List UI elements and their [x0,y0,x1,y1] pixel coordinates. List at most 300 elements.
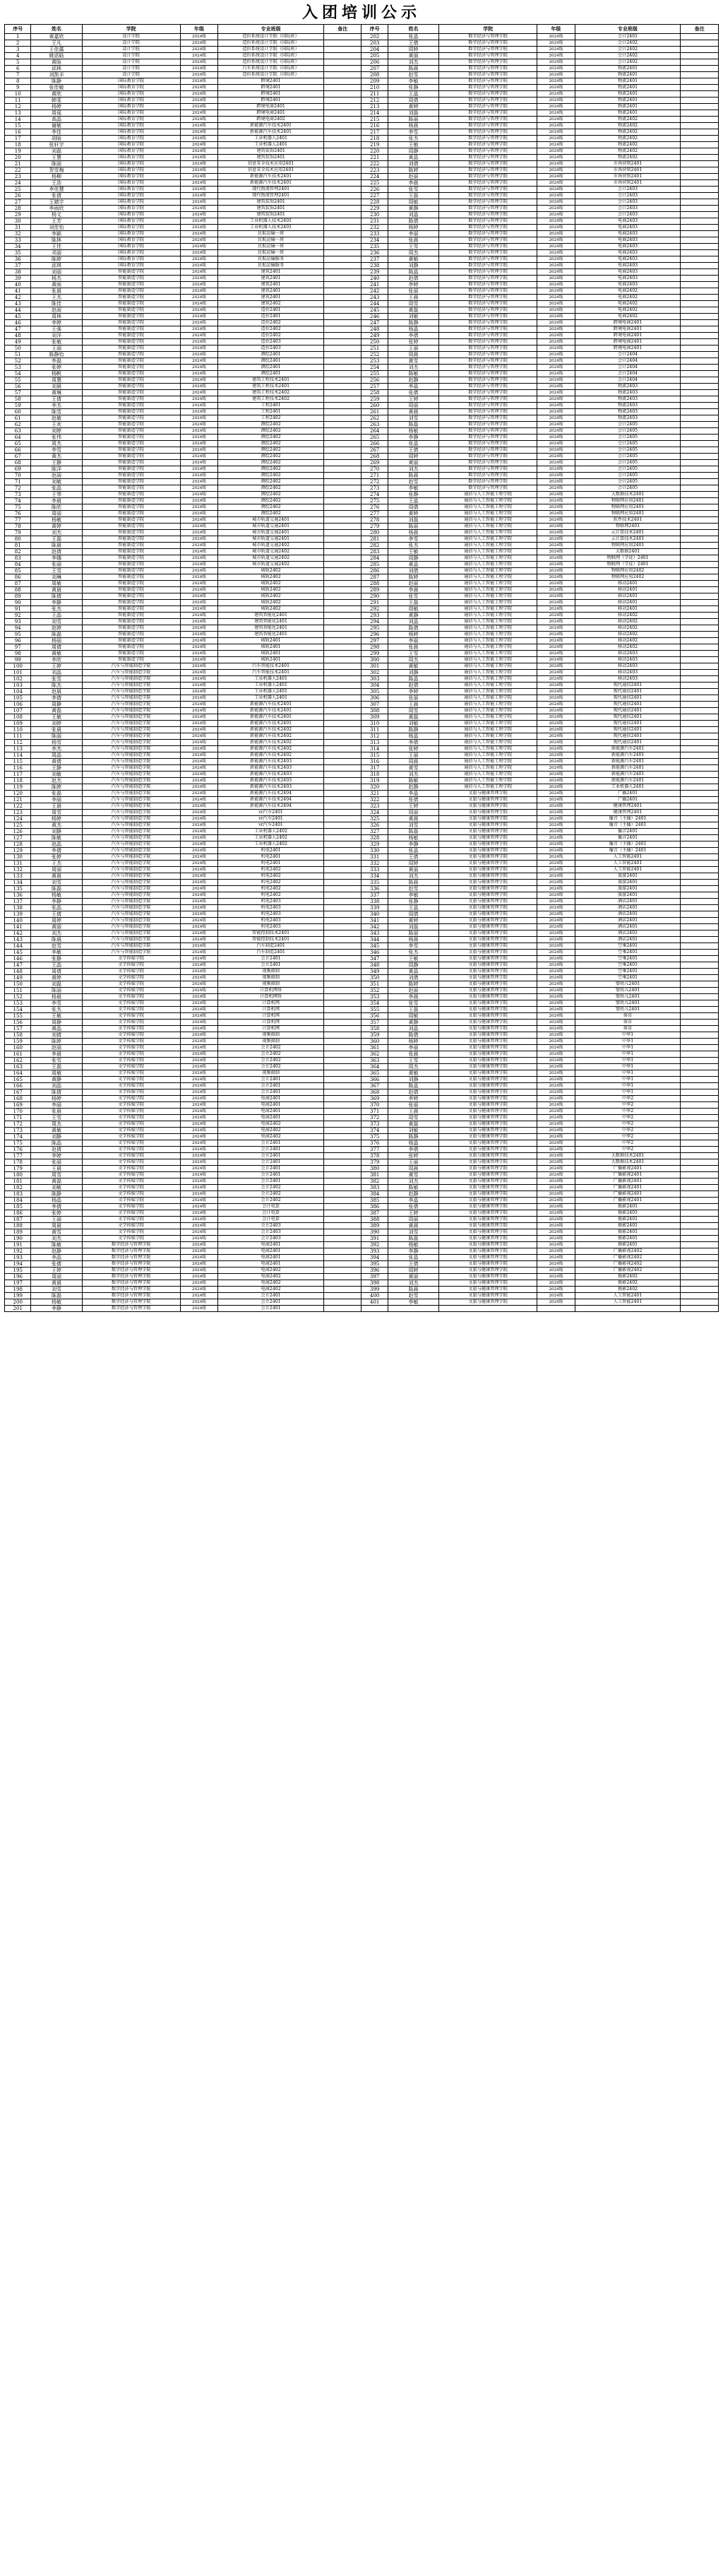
cell-grade: 2024级 [537,466,575,473]
cell-grade: 2024级 [537,1026,575,1032]
cell-major: 视频摄制 [218,1032,324,1039]
cell-major: 电商2403 [575,244,681,250]
cell-school: 智能制造学院 [82,562,180,568]
cell-school: 智能制造学院 [82,466,180,473]
cell-remark [323,390,361,396]
cell-name: 王晨 [31,1166,82,1172]
cell-major: 会计2402 [218,1191,324,1198]
cell-remark [681,1051,719,1058]
cell-name: 陈欣 [31,504,82,511]
cell-remark [323,670,361,676]
cell-remark [323,524,361,530]
cell-school: 数字经济与管理学院 [439,415,537,422]
cell-no: 60 [5,409,31,415]
cell-name: 黄磊 [31,708,82,714]
cell-name: 张杰 [388,543,438,549]
cell-name: 赵静 [388,784,438,791]
table-row [5,1178,719,1185]
cell-grade: 2024级 [537,396,575,403]
cell-grade: 2024级 [537,1147,575,1153]
cell-no: 47 [5,326,31,333]
cell-no: 230 [362,212,388,218]
cell-no: 63 [5,428,31,435]
cell-no: 67 [5,454,31,460]
cell-name: 李晶 [388,1198,438,1204]
cell-major: 工业机器人2401 [218,142,324,148]
cell-no: 19 [5,148,31,155]
cell-grade: 2024级 [537,854,575,861]
cell-school: 文学传媒学院 [82,1140,180,1147]
cell-name: 陈倩 [388,625,438,632]
cell-remark [681,689,719,695]
cell-school: 通信与人工智能工程学院 [439,632,537,638]
cell-grade: 2024级 [180,1236,217,1242]
cell-major: 机电2402 [218,873,324,880]
cell-name: 周敏 [388,1013,438,1020]
cell-name: 李倩 [31,695,82,702]
table-row [5,345,719,352]
cell-major: 新能源汽车2401 [575,765,681,772]
cell-grade: 2024级 [537,1109,575,1115]
cell-major: 体育 [575,1020,681,1026]
cell-school: 数字经济与管理学院 [439,485,537,492]
cell-major: 酒店2401 [575,911,681,918]
roster-table-wrap [4,24,719,1312]
cell-school: 文学传媒学院 [82,956,180,962]
cell-grade: 2024级 [180,435,217,441]
cell-school: 智能制造学院 [82,619,180,625]
cell-grade: 2024级 [537,282,575,288]
cell-school: 文旅与健康管理学院 [439,835,537,841]
table-row [5,549,719,555]
cell-grade: 2024级 [180,670,217,676]
cell-grade: 2024级 [180,657,217,663]
table-row [5,873,719,880]
cell-remark [681,841,719,848]
cell-grade: 2024级 [180,797,217,803]
cell-school: 文旅与健康管理学院 [439,911,537,918]
cell-grade: 2024级 [537,129,575,136]
cell-remark [323,371,361,377]
table-row [5,1032,719,1039]
table-row [5,714,719,721]
cell-no: 160 [5,1045,31,1051]
cell-remark [323,117,361,123]
cell-grade: 2024级 [180,689,217,695]
table-row [5,587,719,593]
cell-grade: 2024级 [537,212,575,218]
cell-grade: 2024级 [180,66,217,72]
cell-remark [323,339,361,345]
cell-remark [681,1210,719,1217]
cell-school: 汽车与智能制造学院 [82,676,180,683]
cell-school: 文旅与健康管理学院 [439,1070,537,1077]
cell-school: 智能制造学院 [82,498,180,504]
cell-grade: 2024级 [180,53,217,59]
cell-remark [323,352,361,358]
cell-school: 数字经济与管理学院 [439,250,537,256]
cell-remark [323,1268,361,1274]
cell-name: 黄杰 [31,454,82,460]
cell-school: 国际教育学院 [82,78,180,85]
cell-name: 王晶 [388,498,438,504]
cell-remark [681,1261,719,1268]
cell-major: 计算机网 [218,1013,324,1020]
cell-school: 通信与人工智能工程学院 [439,517,537,524]
cell-school: 数字经济与管理学院 [439,371,537,377]
cell-remark [681,816,719,822]
cell-school: 数字经济与管理学院 [439,110,537,117]
cell-name: 王婷 [388,396,438,403]
cell-no: 360 [362,1039,388,1045]
cell-grade: 2024级 [537,78,575,85]
table-row [5,829,719,835]
cell-major: 婴幼儿2401 [575,1007,681,1013]
cell-no: 50 [5,345,31,352]
cell-no: 358 [362,1026,388,1032]
cell-remark [323,479,361,485]
cell-school: 通信与人工智能工程学院 [439,683,537,689]
cell-school: 国际教育学院 [82,155,180,161]
cell-no: 303 [362,676,388,683]
cell-name: 张静 [388,899,438,905]
cell-grade: 2024级 [537,835,575,841]
cell-major: 视频摄制 [218,1070,324,1077]
table-row [5,1198,719,1204]
cell-remark [323,606,361,613]
cell-name: 贺雪梅 [31,167,82,174]
cell-major: 现代通信2401 [575,708,681,714]
cell-no: 146 [5,956,31,962]
cell-major: 婴幼儿2401 [575,994,681,1000]
cell-grade: 2024级 [180,848,217,854]
cell-major: 工业机器人2401 [218,689,324,695]
cell-remark [323,1178,361,1185]
cell-major: 会计2401 [218,1153,324,1159]
table-row [5,148,719,155]
cell-no: 228 [362,199,388,206]
cell-school: 文学传媒学院 [82,1089,180,1096]
cell-name: 陈倩 [31,1089,82,1096]
cell-school: 数字经济与管理学院 [439,142,537,148]
cell-no: 192 [5,1248,31,1255]
cell-remark [323,950,361,956]
cell-major: 中华1 [575,1058,681,1064]
cell-no: 258 [362,390,388,396]
cell-name: 杨婷 [388,632,438,638]
cell-remark [681,746,719,752]
cell-school: 智能制造学院 [82,517,180,524]
cell-grade: 2024级 [537,740,575,746]
cell-remark [323,1007,361,1013]
cell-school: 数字经济与管理学院 [439,460,537,466]
cell-grade: 2024级 [537,708,575,714]
cell-grade: 2024级 [180,174,217,180]
cell-remark [681,791,719,797]
cell-remark [681,644,719,651]
table-row [5,956,719,962]
cell-grade: 2024级 [180,600,217,606]
cell-no: 248 [362,326,388,333]
table-row [5,613,719,619]
cell-no: 22 [5,167,31,174]
cell-remark [681,1287,719,1293]
cell-no: 138 [5,905,31,911]
cell-school: 数字经济与管理学院 [439,473,537,479]
cell-major: 中华1 [575,1083,681,1089]
cell-grade: 2024级 [537,848,575,854]
cell-no: 131 [5,861,31,867]
cell-remark [681,193,719,199]
cell-grade: 2024级 [537,365,575,371]
cell-remark [323,886,361,892]
cell-remark [681,1223,719,1229]
cell-major: 旅游2401 [575,892,681,899]
cell-remark [681,670,719,676]
table-row [5,543,719,549]
cell-no: 163 [5,1064,31,1070]
cell-name: 王敏 [388,549,438,555]
cell-remark [681,676,719,683]
cell-grade: 2024级 [537,485,575,492]
cell-major: 汽车制造2401 [218,950,324,956]
cell-school: 文学传媒学院 [82,1096,180,1102]
cell-grade: 2024级 [180,950,217,956]
cell-major: 城市轨道交通2402 [218,562,324,568]
cell-school: 文学传媒学院 [82,1115,180,1121]
cell-no: 304 [362,683,388,689]
cell-no: 188 [5,1223,31,1229]
cell-major: 新能源汽车技术2401 [218,721,324,727]
cell-major: 空乘2401 [575,962,681,969]
cell-name: 陈敏 [388,371,438,377]
cell-name: 黄敏 [388,256,438,263]
cell-no: 45 [5,314,31,320]
cell-no: 298 [362,644,388,651]
cell-no: 301 [362,663,388,670]
cell-school: 通信与人工智能工程学院 [439,530,537,536]
cell-major: 会计2404 [575,352,681,358]
cell-name: 黄敏 [31,651,82,657]
cell-major: 视频摄制 [218,981,324,988]
table-row [5,110,719,117]
cell-major: 物流2403 [575,390,681,396]
cell-school: 通信与人工智能工程学院 [439,721,537,727]
cell-no: 39 [5,276,31,282]
cell-remark [681,727,719,733]
cell-school: 文旅与健康管理学院 [439,1064,537,1070]
cell-school: 智能制造学院 [82,536,180,543]
cell-no: 80 [5,536,31,543]
cell-name: 黄晶 [388,562,438,568]
cell-major: 移动2402 [575,625,681,632]
cell-school: 通信与人工智能工程学院 [439,663,537,670]
cell-school: 文学传媒学院 [82,1166,180,1172]
cell-no: 277 [362,511,388,517]
cell-school: 智能制造学院 [82,282,180,288]
cell-grade: 2024级 [180,129,217,136]
cell-major: 会计2401 [218,1166,324,1172]
cell-name: 王雪 [388,651,438,657]
cell-grade: 2024级 [180,358,217,365]
cell-no: 216 [362,123,388,129]
cell-remark [681,314,719,320]
cell-major: 婴幼儿2401 [575,1000,681,1007]
cell-major: 测绘2402 [218,435,324,441]
table-row [5,892,719,899]
cell-name: 杨晨 [388,937,438,943]
cell-grade: 2024级 [180,1121,217,1128]
cell-remark [323,1077,361,1083]
cell-remark [323,384,361,390]
table-row [5,810,719,816]
cell-remark [323,129,361,136]
cell-grade: 2024级 [537,1287,575,1293]
table-row [5,899,719,905]
cell-major: 广播2401 [575,797,681,803]
cell-no: 81 [5,543,31,549]
table-row [5,816,719,822]
cell-name: 张杰 [31,1007,82,1013]
table-row [5,199,719,206]
cell-major: 摄影2401 [575,1229,681,1236]
cell-major: 物流2401 [575,91,681,98]
cell-major: 跨境电商2401 [218,104,324,110]
cell-remark [323,816,361,822]
table-row [5,301,719,307]
cell-no: 168 [5,1096,31,1102]
cell-major [575,1306,681,1312]
cell-school: 国际教育学院 [82,110,180,117]
cell-school: 数字经济与管理学院 [439,320,537,326]
cell-no: 74 [5,498,31,504]
cell-grade: 2024级 [537,479,575,485]
cell-school: 智能制造学院 [82,365,180,371]
cell-remark [681,98,719,104]
cell-major: 电商2403 [575,256,681,263]
cell-major: 测绘2402 [218,441,324,447]
cell-school: 国际教育学院 [82,263,180,269]
cell-major: 会计2405 [575,479,681,485]
cell-remark [323,1280,361,1287]
cell-no: 191 [5,1242,31,1248]
cell-remark [323,708,361,714]
cell-remark [323,1102,361,1109]
cell-remark [681,613,719,619]
cell-name: 王婷 [388,803,438,810]
table-row [5,1306,719,1312]
cell-remark [323,1191,361,1198]
cell-name: 陈静 [31,78,82,85]
roster-table [4,24,719,1312]
cell-remark [681,1217,719,1223]
cell-major: 移动2402 [575,644,681,651]
cell-remark [323,1070,361,1077]
cell-school: 文学传媒学院 [82,962,180,969]
table-row [5,822,719,829]
cell-grade: 2024级 [537,956,575,962]
table-row [5,721,719,727]
table-row [5,492,719,498]
cell-school: 汽车与智能制造学院 [82,841,180,848]
cell-school: 汽车与智能制造学院 [82,759,180,765]
cell-remark [323,1287,361,1293]
cell-school: 智能制造学院 [82,352,180,358]
cell-remark [681,435,719,441]
cell-grade: 2024级 [180,1115,217,1121]
cell-no: 76 [5,511,31,517]
cell-grade: 2024级 [180,365,217,371]
cell-grade: 2024级 [180,225,217,231]
cell-no: 247 [362,320,388,326]
cell-school: 通信与人工智能工程学院 [439,657,537,663]
cell-school: 国际教育学院 [82,161,180,167]
cell-grade: 2024级 [537,606,575,613]
cell-no: 126 [5,829,31,835]
cell-remark [681,1198,719,1204]
cell-grade: 2024级 [180,536,217,543]
cell-remark [323,867,361,873]
cell-school: 文旅与健康管理学院 [439,1248,537,1255]
cell-grade: 2024级 [537,256,575,263]
cell-no: 337 [362,892,388,899]
cell-remark [681,981,719,988]
cell-name: 王佳 [31,244,82,250]
cell-no: 292 [362,606,388,613]
cell-school: 文旅与健康管理学院 [439,1280,537,1287]
table-row [5,295,719,301]
cell-name: 王磊 [388,193,438,199]
cell-grade: 2024级 [537,1280,575,1287]
cell-grade: 2024级 [537,244,575,250]
cell-remark [323,759,361,765]
cell-grade: 2024级 [537,1261,575,1268]
cell-school: 汽车与智能制造学院 [82,854,180,861]
cell-no: 392 [362,1242,388,1248]
cell-grade: 2024级 [180,530,217,536]
cell-school: 文旅与健康管理学院 [439,1287,537,1293]
cell-no: 287 [362,574,388,581]
cell-grade: 2024级 [180,244,217,250]
cell-no: 382 [362,1178,388,1185]
cell-name: 赵雪 [388,886,438,892]
cell-no: 181 [5,1178,31,1185]
cell-no: 54 [5,371,31,377]
cell-school: 智能制造学院 [82,377,180,384]
cell-name: 周倩 [388,504,438,511]
cell-school: 通信与人工智能工程学院 [439,733,537,740]
cell-major: 测绘2401 [218,365,324,371]
cell-name: 张倩 [31,1261,82,1268]
cell-school: 数字经济与管理学院 [82,1293,180,1299]
cell-school: 文旅与健康管理学院 [439,841,537,848]
cell-name: 陈雪 [31,409,82,415]
cell-name: 周敏 [31,581,82,587]
cell-remark [681,212,719,218]
cell-major: 城轨2402 [218,568,324,574]
cell-major: 造价系统设计学院（国际班） [218,59,324,66]
cell-name: 黄婷 [388,104,438,110]
cell-major: 物联网2401 [575,524,681,530]
cell-no: 204 [362,47,388,53]
cell-name: 周丽 [31,511,82,517]
cell-no: 51 [5,352,31,358]
cell-school: 数字经济与管理学院 [439,358,537,365]
cell-school: 智能制造学院 [82,485,180,492]
table-row [5,276,719,282]
cell-school: 汽车与智能制造学院 [82,861,180,867]
cell-grade: 2024级 [180,892,217,899]
